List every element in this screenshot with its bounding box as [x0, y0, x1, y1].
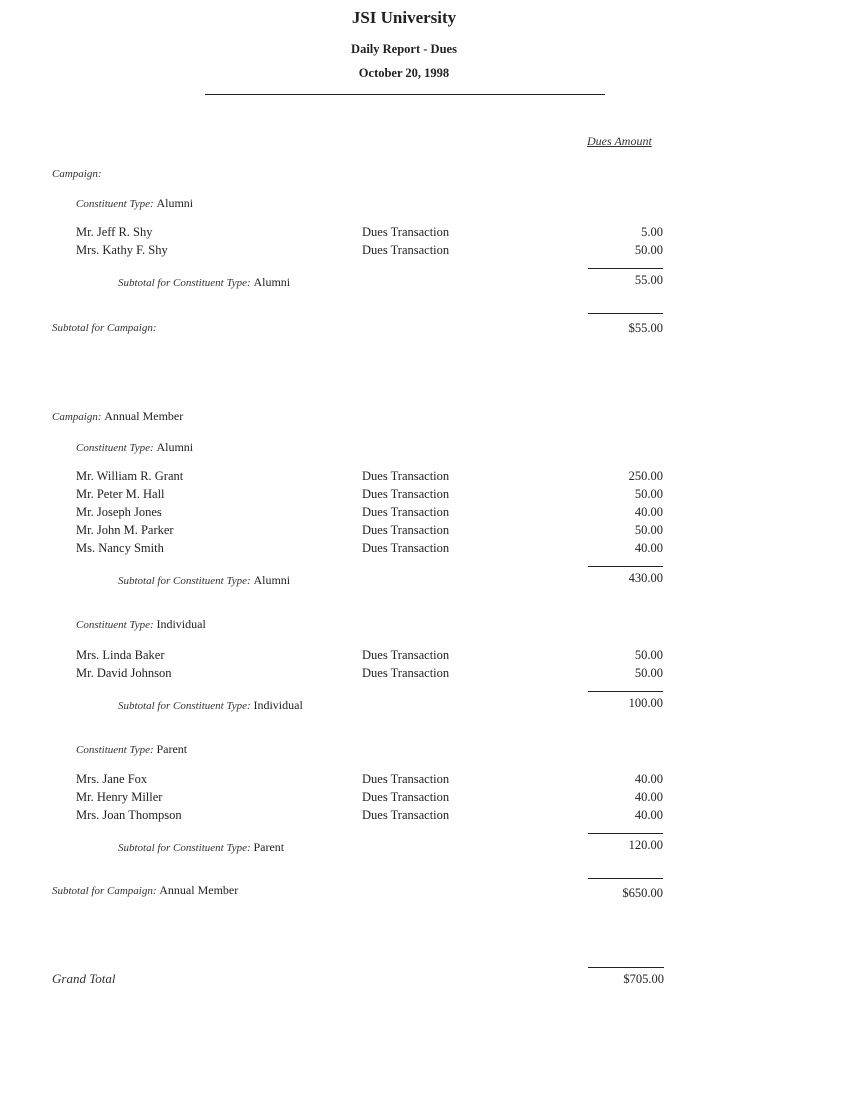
row-transaction: Dues Transaction	[362, 243, 450, 257]
row-amount: 50.00	[634, 523, 663, 537]
subtotal-rule	[588, 878, 663, 879]
row-name: Mr. Joseph Jones	[76, 505, 162, 519]
report-date: October 20, 1998	[358, 66, 450, 80]
row-amount: 40.00	[634, 772, 663, 786]
row-transaction: Dues Transaction	[362, 487, 450, 501]
row-transaction: Dues Transaction	[362, 523, 450, 537]
row-transaction: Dues Transaction	[362, 648, 450, 662]
c2-type-2-label: Constituent Type: Individual	[76, 617, 206, 631]
campaign-1-label: Campaign:	[52, 168, 102, 180]
subtotal-rule	[588, 268, 663, 269]
c1-type-1-subtotal-label: Subtotal for Constituent Type: Alumni	[118, 275, 291, 289]
row-name: Mr. William R. Grant	[76, 469, 184, 483]
header-divider	[205, 94, 605, 95]
row-name: Mr. John M. Parker	[76, 523, 174, 537]
row-amount: 5.00	[641, 225, 663, 239]
row-name: Mr. Henry Miller	[76, 790, 163, 804]
c2-type-2-subtotal-label: Subtotal for Constituent Type: Individual	[118, 698, 303, 712]
row-amount: 40.00	[634, 790, 663, 804]
c2-type-1-label: Constituent Type: Alumni	[76, 440, 194, 454]
grand-total-amount: $705.00	[623, 972, 664, 986]
grand-total-rule	[588, 967, 664, 968]
row-name: Mr. Peter M. Hall	[76, 487, 165, 501]
row-name: Mrs. Joan Thompson	[76, 808, 182, 822]
report-title: JSI University	[351, 8, 457, 27]
report-subtitle: Daily Report - Dues	[351, 42, 457, 56]
c2-type-3-label: Constituent Type: Parent	[76, 742, 188, 756]
row-amount: 250.00	[628, 469, 663, 483]
row-transaction: Dues Transaction	[362, 790, 450, 804]
c1-type-1-label: Constituent Type: Alumni	[76, 196, 194, 210]
campaign-2-subtotal-amount: $650.00	[622, 886, 663, 900]
campaign-1-subtotal-label: Subtotal for Campaign:	[52, 322, 157, 334]
subtotal-rule	[588, 313, 663, 314]
c2-type-3-subtotal-label: Subtotal for Constituent Type: Parent	[118, 840, 285, 854]
row-amount: 50.00	[634, 648, 663, 662]
c2-type-2-subtotal-amount: 100.00	[628, 696, 663, 710]
campaign-2-label: Campaign: Annual Member	[52, 409, 184, 423]
subtotal-rule	[588, 833, 663, 834]
c2-type-1-subtotal-label: Subtotal for Constituent Type: Alumni	[118, 573, 291, 587]
row-transaction: Dues Transaction	[362, 541, 450, 555]
row-transaction: Dues Transaction	[362, 772, 450, 786]
campaign-1-subtotal-amount: $55.00	[628, 321, 663, 335]
row-amount: 50.00	[634, 666, 663, 680]
row-name: Ms. Nancy Smith	[76, 541, 164, 555]
row-name: Mrs. Kathy F. Shy	[76, 243, 168, 257]
subtotal-rule	[588, 566, 663, 567]
row-transaction: Dues Transaction	[362, 808, 450, 822]
subtotal-rule	[588, 691, 663, 692]
row-name: Mrs. Linda Baker	[76, 648, 165, 662]
c2-type-3-subtotal-amount: 120.00	[628, 838, 663, 852]
row-transaction: Dues Transaction	[362, 469, 450, 483]
row-name: Mrs. Jane Fox	[76, 772, 148, 786]
column-header-dues-amount: Dues Amount	[587, 134, 652, 148]
row-amount: 40.00	[634, 505, 663, 519]
row-amount: 40.00	[634, 808, 663, 822]
c2-type-1-subtotal-amount: 430.00	[628, 571, 663, 585]
row-amount: 40.00	[634, 541, 663, 555]
row-amount: 50.00	[634, 487, 663, 501]
grand-total-label: Grand Total	[52, 971, 116, 986]
row-transaction: Dues Transaction	[362, 666, 450, 680]
row-transaction: Dues Transaction	[362, 505, 450, 519]
row-amount: 50.00	[634, 243, 663, 257]
row-transaction: Dues Transaction	[362, 225, 450, 239]
campaign-2-subtotal-label: Subtotal for Campaign: Annual Member	[52, 883, 239, 897]
row-name: Mr. Jeff R. Shy	[76, 225, 153, 239]
row-name: Mr. David Johnson	[76, 666, 172, 680]
c1-type-1-subtotal-amount: 55.00	[634, 273, 663, 287]
